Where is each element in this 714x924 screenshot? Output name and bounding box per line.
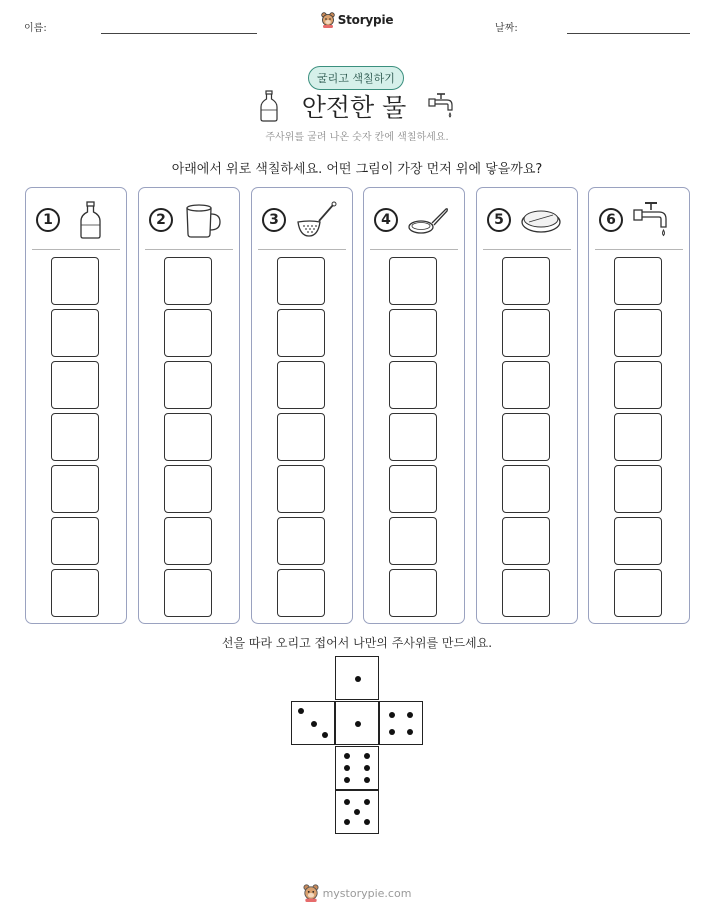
pip xyxy=(364,819,370,825)
column-header xyxy=(34,200,118,240)
color-cell[interactable] xyxy=(614,309,662,357)
dice-face-top xyxy=(335,656,379,700)
color-cell[interactable] xyxy=(614,413,662,461)
color-cell[interactable] xyxy=(277,361,325,409)
color-cell[interactable] xyxy=(389,517,437,565)
color-cell[interactable] xyxy=(502,257,550,305)
number-badge: 5 xyxy=(487,208,511,232)
pip xyxy=(389,712,395,718)
pip xyxy=(344,777,350,783)
number-badge: 2 xyxy=(149,208,173,232)
column-1 xyxy=(25,187,127,624)
color-cell[interactable] xyxy=(51,413,99,461)
footer xyxy=(0,884,714,902)
strainer-icon xyxy=(294,200,338,240)
color-cell[interactable] xyxy=(614,517,662,565)
brand-logo xyxy=(0,12,714,28)
color-cell[interactable] xyxy=(51,569,99,617)
pip xyxy=(298,708,304,714)
column-3 xyxy=(251,187,353,624)
color-cell[interactable] xyxy=(389,413,437,461)
color-cell[interactable] xyxy=(164,257,212,305)
pip xyxy=(389,729,395,735)
column-divider xyxy=(595,249,683,250)
color-cell[interactable] xyxy=(277,309,325,357)
bear-mascot-icon xyxy=(303,884,319,902)
column-header xyxy=(372,200,456,240)
pip xyxy=(364,753,370,759)
color-cell[interactable] xyxy=(51,309,99,357)
column-divider xyxy=(32,249,120,250)
footer-url[interactable]: mystorypie.com xyxy=(322,886,412,900)
color-cell[interactable] xyxy=(502,465,550,513)
bear-mascot-icon xyxy=(321,12,335,28)
column-header xyxy=(147,200,231,240)
pip xyxy=(354,809,360,815)
pip xyxy=(355,721,361,727)
pip xyxy=(364,799,370,805)
dice-instruction: 선을 따라 오리고 접어서 나만의 주사위를 만드세요. xyxy=(221,636,493,650)
color-cell[interactable] xyxy=(277,257,325,305)
color-cell[interactable] xyxy=(51,361,99,409)
dice-face-center xyxy=(335,701,379,745)
color-cell[interactable] xyxy=(389,257,437,305)
pip xyxy=(344,799,350,805)
brand-name: Storypie xyxy=(337,13,394,27)
color-cell[interactable] xyxy=(614,569,662,617)
number-badge: 3 xyxy=(262,208,286,232)
color-cell[interactable] xyxy=(164,569,212,617)
color-cell[interactable] xyxy=(502,413,550,461)
color-cell[interactable] xyxy=(389,361,437,409)
pip xyxy=(364,765,370,771)
column-divider xyxy=(258,249,346,250)
color-cell[interactable] xyxy=(51,465,99,513)
title-row xyxy=(0,88,714,124)
color-cell[interactable] xyxy=(502,517,550,565)
activity-badge: 굴리고 색칠하기 xyxy=(308,66,404,90)
color-cell[interactable] xyxy=(502,569,550,617)
instruction-text: 아래에서 위로 색칠하세요. 어떤 그림이 가장 먼저 위에 닿을까요? xyxy=(171,162,543,177)
pip xyxy=(407,712,413,718)
pip xyxy=(355,676,361,682)
pan-icon xyxy=(406,200,450,240)
dice-face-back xyxy=(335,790,379,834)
number-badge: 4 xyxy=(374,208,398,232)
pip xyxy=(322,732,328,738)
column-5 xyxy=(476,187,578,624)
dice-face-left xyxy=(291,701,335,745)
color-cell[interactable] xyxy=(277,569,325,617)
color-cell[interactable] xyxy=(277,465,325,513)
faucet-icon xyxy=(631,200,675,240)
color-cell[interactable] xyxy=(164,309,212,357)
bottle-icon xyxy=(258,90,280,122)
page-title: 안전한 물 xyxy=(301,93,407,122)
column-divider xyxy=(370,249,458,250)
number-badge: 1 xyxy=(36,208,60,232)
pip xyxy=(344,753,350,759)
column-divider xyxy=(483,249,571,250)
color-cell[interactable] xyxy=(51,517,99,565)
column-6 xyxy=(588,187,690,624)
column-header xyxy=(597,200,681,240)
column-divider xyxy=(145,249,233,250)
color-cell[interactable] xyxy=(277,413,325,461)
bottle-icon xyxy=(68,200,112,240)
pip xyxy=(407,729,413,735)
pip xyxy=(344,819,350,825)
color-cell[interactable] xyxy=(164,361,212,409)
color-cell[interactable] xyxy=(164,413,212,461)
color-cell[interactable] xyxy=(614,361,662,409)
color-cell[interactable] xyxy=(502,309,550,357)
color-cell[interactable] xyxy=(51,257,99,305)
name-label: 이름: xyxy=(24,23,47,34)
column-2 xyxy=(138,187,240,624)
faucet-icon xyxy=(428,92,456,120)
color-cell[interactable] xyxy=(389,569,437,617)
number-badge: 6 xyxy=(599,208,623,232)
color-cell[interactable] xyxy=(389,465,437,513)
pip xyxy=(344,765,350,771)
dice-face-bottom xyxy=(335,746,379,790)
mug-icon xyxy=(181,200,225,240)
column-header xyxy=(485,200,569,240)
subtitle: 주사위를 굴려 나온 숫자 칸에 색칠하세요. xyxy=(265,132,449,143)
color-cell[interactable] xyxy=(164,465,212,513)
dice-face-right xyxy=(379,701,423,745)
pip xyxy=(364,777,370,783)
color-cell[interactable] xyxy=(614,257,662,305)
date-label: 날짜: xyxy=(495,23,518,34)
column-4 xyxy=(363,187,465,624)
color-cell[interactable] xyxy=(614,465,662,513)
pip xyxy=(311,721,317,727)
color-cell[interactable] xyxy=(277,517,325,565)
color-cell[interactable] xyxy=(164,517,212,565)
date-line xyxy=(567,33,690,34)
color-cell[interactable] xyxy=(389,309,437,357)
name-line xyxy=(101,33,257,34)
tablet-icon xyxy=(519,200,563,240)
color-cell[interactable] xyxy=(502,361,550,409)
column-header xyxy=(260,200,344,240)
